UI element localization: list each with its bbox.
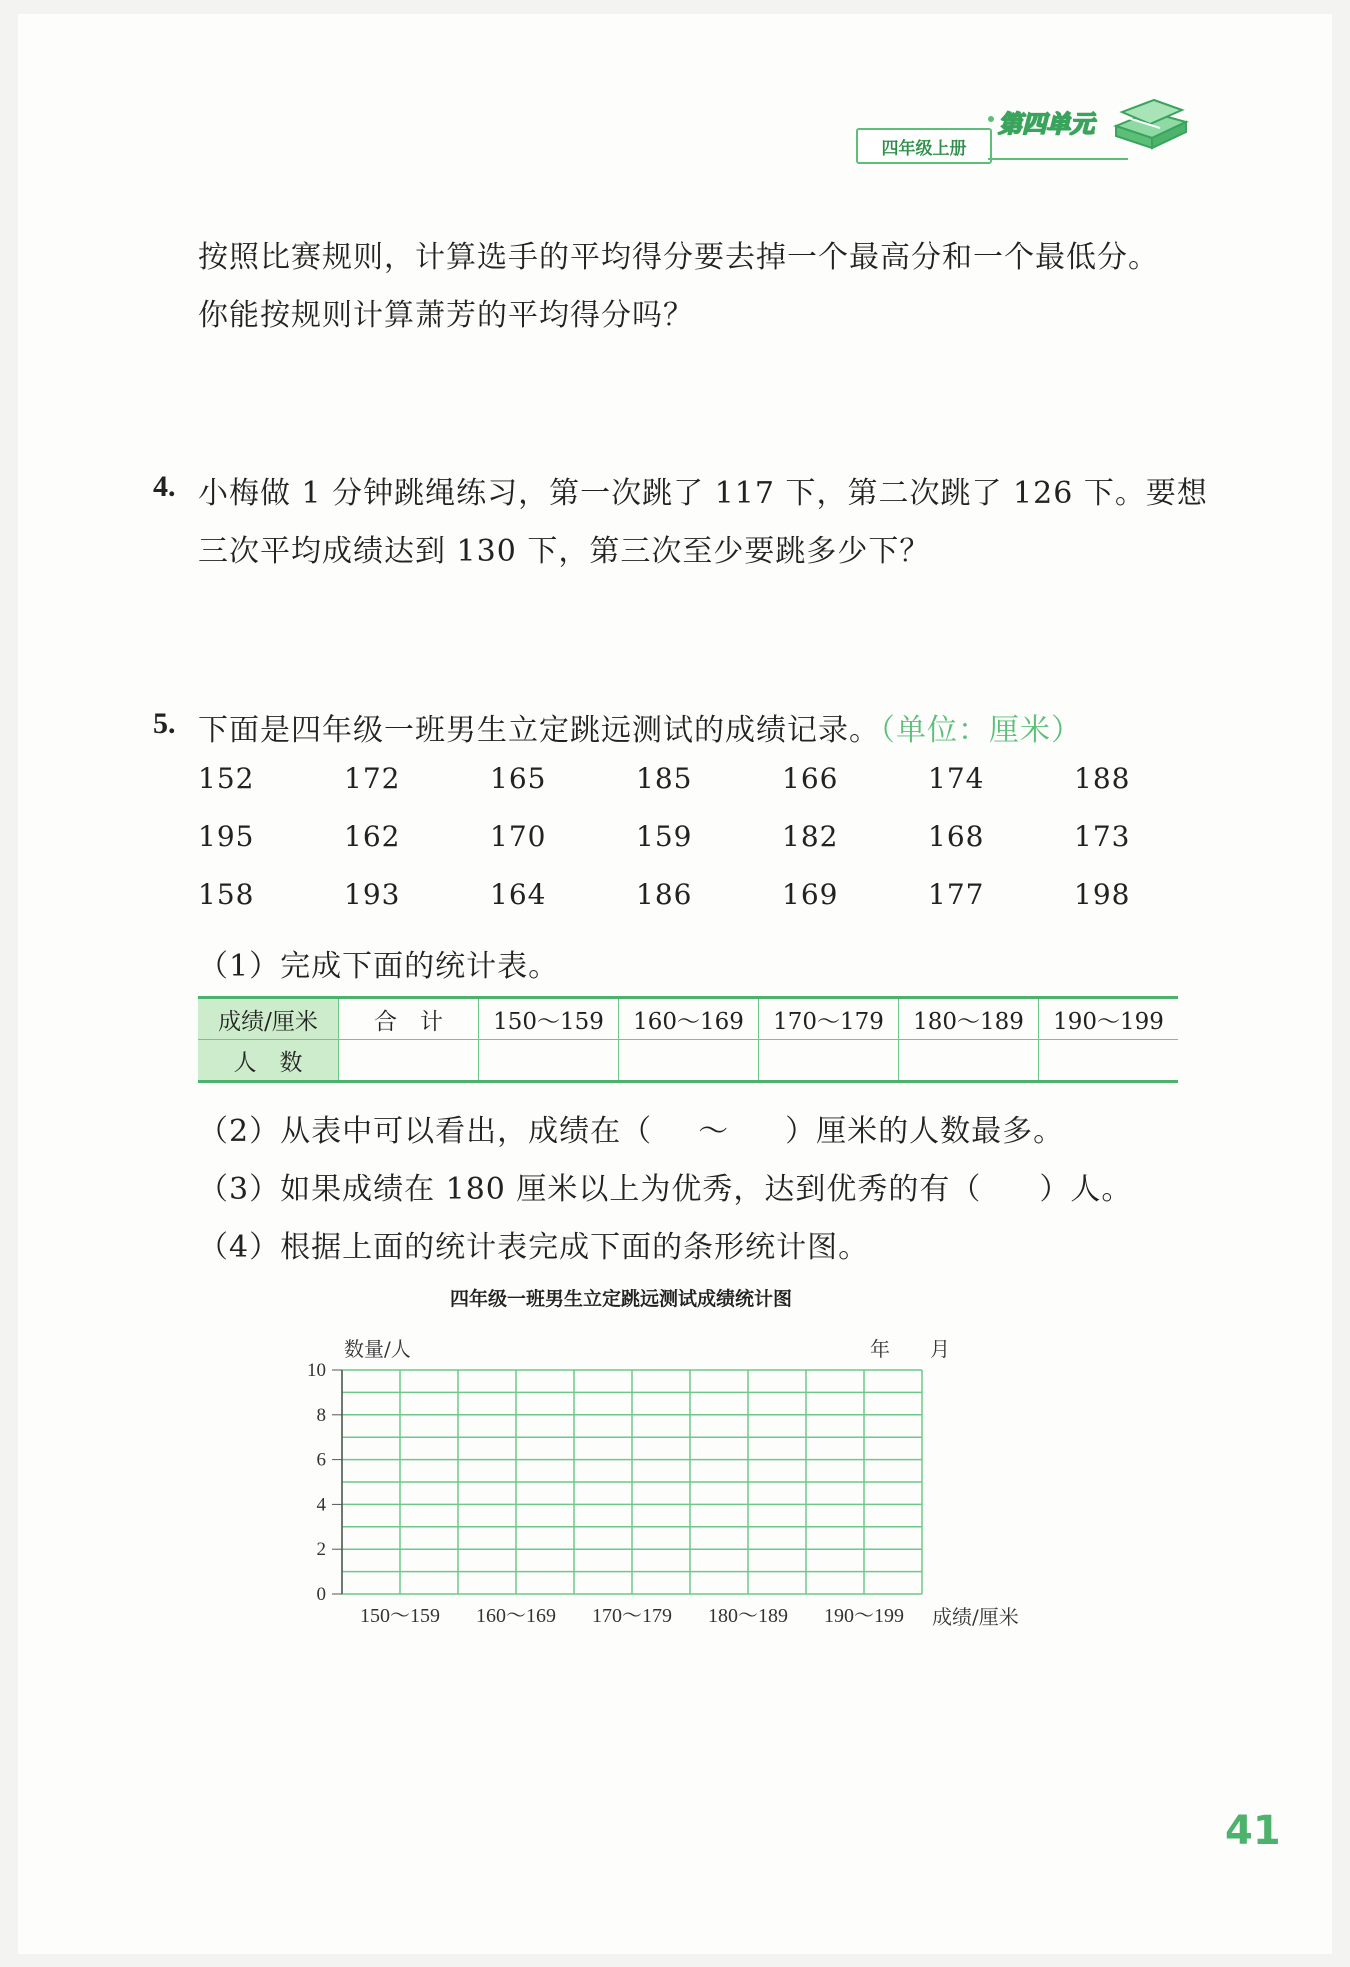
q5-number: 5. [153, 707, 176, 740]
x-tick-label: 160～169 [476, 1605, 556, 1627]
table-row [198, 1040, 1178, 1082]
score-value: 162 [344, 820, 401, 853]
score-value: 186 [636, 878, 693, 911]
row2-header: 人 数 [198, 1040, 339, 1082]
score-value: 195 [198, 820, 255, 853]
books-icon [1110, 92, 1190, 162]
score-value: 168 [928, 820, 985, 853]
unit-note: （单位：厘米） [880, 713, 1082, 748]
q4-line1: 小梅做 1 分钟跳绳练习，第一次跳了 117 下，第二次跳了 126 下。要想 [198, 476, 1208, 511]
answer-cell[interactable] [899, 1040, 1039, 1082]
header-dot [988, 116, 994, 122]
col-header: 合 计 [339, 998, 479, 1040]
q3-line1: 按照比赛规则，计算选手的平均得分要去掉一个最高分和一个最低分。 [198, 240, 1159, 275]
answer-cell[interactable] [1039, 1040, 1179, 1082]
y-tick-label: 2 [316, 1539, 326, 1561]
sub2-text-b: ）厘米的人数最多。 [785, 1114, 1065, 1149]
score-value: 164 [490, 878, 547, 911]
q4-line2: 三次平均成绩达到 130 下，第三次至少要跳多少下？ [198, 534, 931, 569]
answer-cell[interactable] [619, 1040, 759, 1082]
score-value: 188 [1074, 762, 1131, 795]
score-value: 166 [782, 762, 839, 795]
x-axis-label: 成绩/厘米 [932, 1605, 1019, 1629]
y-tick-label: 0 [316, 1584, 326, 1605]
col-header: 150～159 [479, 998, 619, 1040]
score-value: 170 [490, 820, 547, 853]
col-header: 170～179 [759, 998, 899, 1040]
y-axis-label: 数量/人 [344, 1337, 411, 1361]
score-value: 173 [1074, 820, 1131, 853]
stats-table [198, 996, 1178, 1083]
score-value: 152 [198, 762, 255, 795]
sub-question-4: （4）根据上面的统计表完成下面的条形统计图。 [198, 1230, 870, 1265]
col-header: 190～199 [1039, 998, 1179, 1040]
q4-number: 4. [153, 470, 176, 503]
page-number: 41 [1225, 1808, 1281, 1854]
answer-cell[interactable] [339, 1040, 479, 1082]
date-label: 年 月 [870, 1337, 950, 1361]
unit-title: 第四单元 [998, 110, 1094, 138]
x-tick-label: 180～189 [708, 1605, 788, 1627]
header-underline [988, 158, 1128, 160]
score-value: 172 [344, 762, 401, 795]
score-value: 177 [928, 878, 985, 911]
y-tick-label: 8 [316, 1404, 326, 1426]
score-value: 169 [782, 878, 839, 911]
bar-chart [290, 1320, 1050, 1640]
score-value: 193 [344, 878, 401, 911]
x-tick-label: 190～199 [824, 1605, 904, 1627]
row1-header: 成绩/厘米 [198, 998, 339, 1040]
score-value: 198 [1074, 878, 1131, 911]
sub-question-1: （1）完成下面的统计表。 [198, 949, 560, 984]
score-value: 182 [782, 820, 839, 853]
score-value: 165 [490, 762, 547, 795]
sub2-tilde: ～ [698, 1114, 730, 1149]
sub3-text-b: ）人。 [1039, 1172, 1133, 1207]
sub3-text-a: （3）如果成绩在 180 厘米以上为优秀，达到优秀的有（ [198, 1172, 982, 1207]
grade-badge: 四年级上册 [856, 128, 992, 164]
col-header: 180～189 [899, 998, 1039, 1040]
q5-intro-text: 下面是四年级一班男生立定跳远测试的成绩记录。 [198, 713, 880, 748]
x-tick-label: 150～159 [360, 1605, 440, 1627]
y-tick-label: 4 [316, 1494, 326, 1516]
y-tick-label: 6 [316, 1449, 326, 1471]
sub-question-2 [198, 1106, 1064, 1150]
score-value: 185 [636, 762, 693, 795]
sub-question-3 [198, 1164, 1132, 1208]
col-header: 160～169 [619, 998, 759, 1040]
answer-cell[interactable] [759, 1040, 899, 1082]
score-value: 174 [928, 762, 985, 795]
chart-title: 四年级一班男生立定跳远测试成绩统计图 [450, 1288, 793, 1310]
sub2-text-a: （2）从表中可以看出，成绩在（ [198, 1114, 653, 1149]
score-value: 158 [198, 878, 255, 911]
x-tick-label: 170～179 [592, 1605, 672, 1627]
table-row [198, 998, 1178, 1040]
q5-intro [198, 705, 1082, 749]
answer-cell[interactable] [479, 1040, 619, 1082]
q3-line2: 你能按规则计算萧芳的平均得分吗？ [198, 298, 694, 333]
score-value: 159 [636, 820, 693, 853]
y-tick-label: 10 [307, 1360, 326, 1381]
